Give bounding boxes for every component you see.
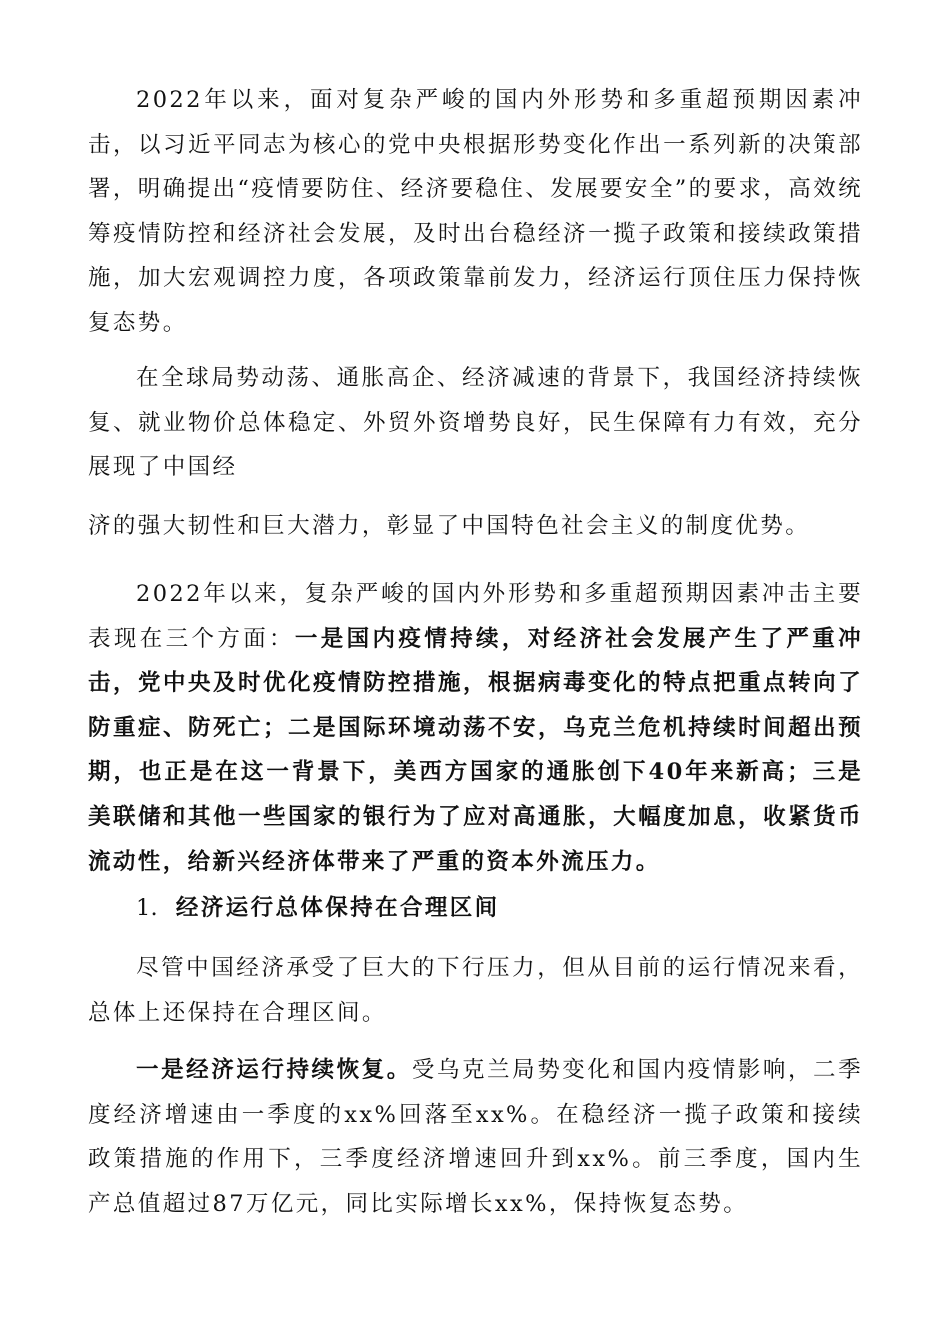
section-heading bbox=[136, 886, 500, 931]
paragraph-recovery bbox=[88, 1048, 863, 1226]
section-heading-title: 经济运行总体保持在合理区间 bbox=[175, 895, 500, 921]
paragraph-three-aspects bbox=[88, 572, 863, 884]
recovery-text: 受乌克兰局势变化和国内疫情影响，二季度经济增速由一季度的xx%回落至xx%。在稳经济一揽子政策和接续政策措施的作用下，三季度经济增速回升到xx%。前三季度，国内生产总值超过87万亿元，同比实际增长xx%，保持恢复态势。 bbox=[88, 1057, 863, 1217]
section-heading-number: 1. bbox=[136, 895, 158, 921]
paragraph-reasonable-range: 尽管中国经济承受了巨大的下行压力，但从目前的运行情况来看，总体上还保持在合理区间。 bbox=[88, 955, 863, 1026]
paragraph-background-continued: 济的强大韧性和巨大潜力，彰显了中国特色社会主义的制度优势。 bbox=[88, 513, 811, 539]
paragraph-background: 在全球局势动荡、通胀高企、经济减速的背景下，我国经济持续恢复、就业物价总体稳定、外贸外资增势良好，民生保障有力有效，充分展现了中国经 bbox=[88, 365, 863, 481]
three-aspects-bold: 一是国内疫情持续，对经济社会发展产生了严重冲击，党中央及时优化疫情防控措施，根据病毒变化的特点把重点转向了防重症、防死亡；二是国际环境动荡不安，乌克兰危机持续时间超出预期，也正是在这一背景下，美西方国家的通胀创下40年来新高；三是美联储和其他一些国家的银行为了应对高通胀，大幅度加息，收紧货币流动性，给新兴经济体带来了严重的资本外流压力。 bbox=[88, 625, 863, 875]
paragraph-intro: 2022年以来，面对复杂严峻的国内外形势和多重超预期因素冲击，以习近平同志为核心的党中央根据形势变化作出一系列新的决策部署，明确提出“疫情要防住、经济要稳住、发展要安全”的要求，高效统筹疫情防控和经济社会发展，及时出台稳经济一揽子政策和接续政策措施，加大宏观调控力度，各项政策靠前发力，经济运行顶住压力保持恢复态势。 bbox=[88, 87, 863, 336]
three-aspects-lead: 2022年以来，复杂严峻的国内外形势和多重超预期因素冲击主要表现在三个方面： bbox=[88, 581, 863, 652]
recovery-lead-bold: 一是经济运行持续恢复。 bbox=[136, 1057, 412, 1083]
